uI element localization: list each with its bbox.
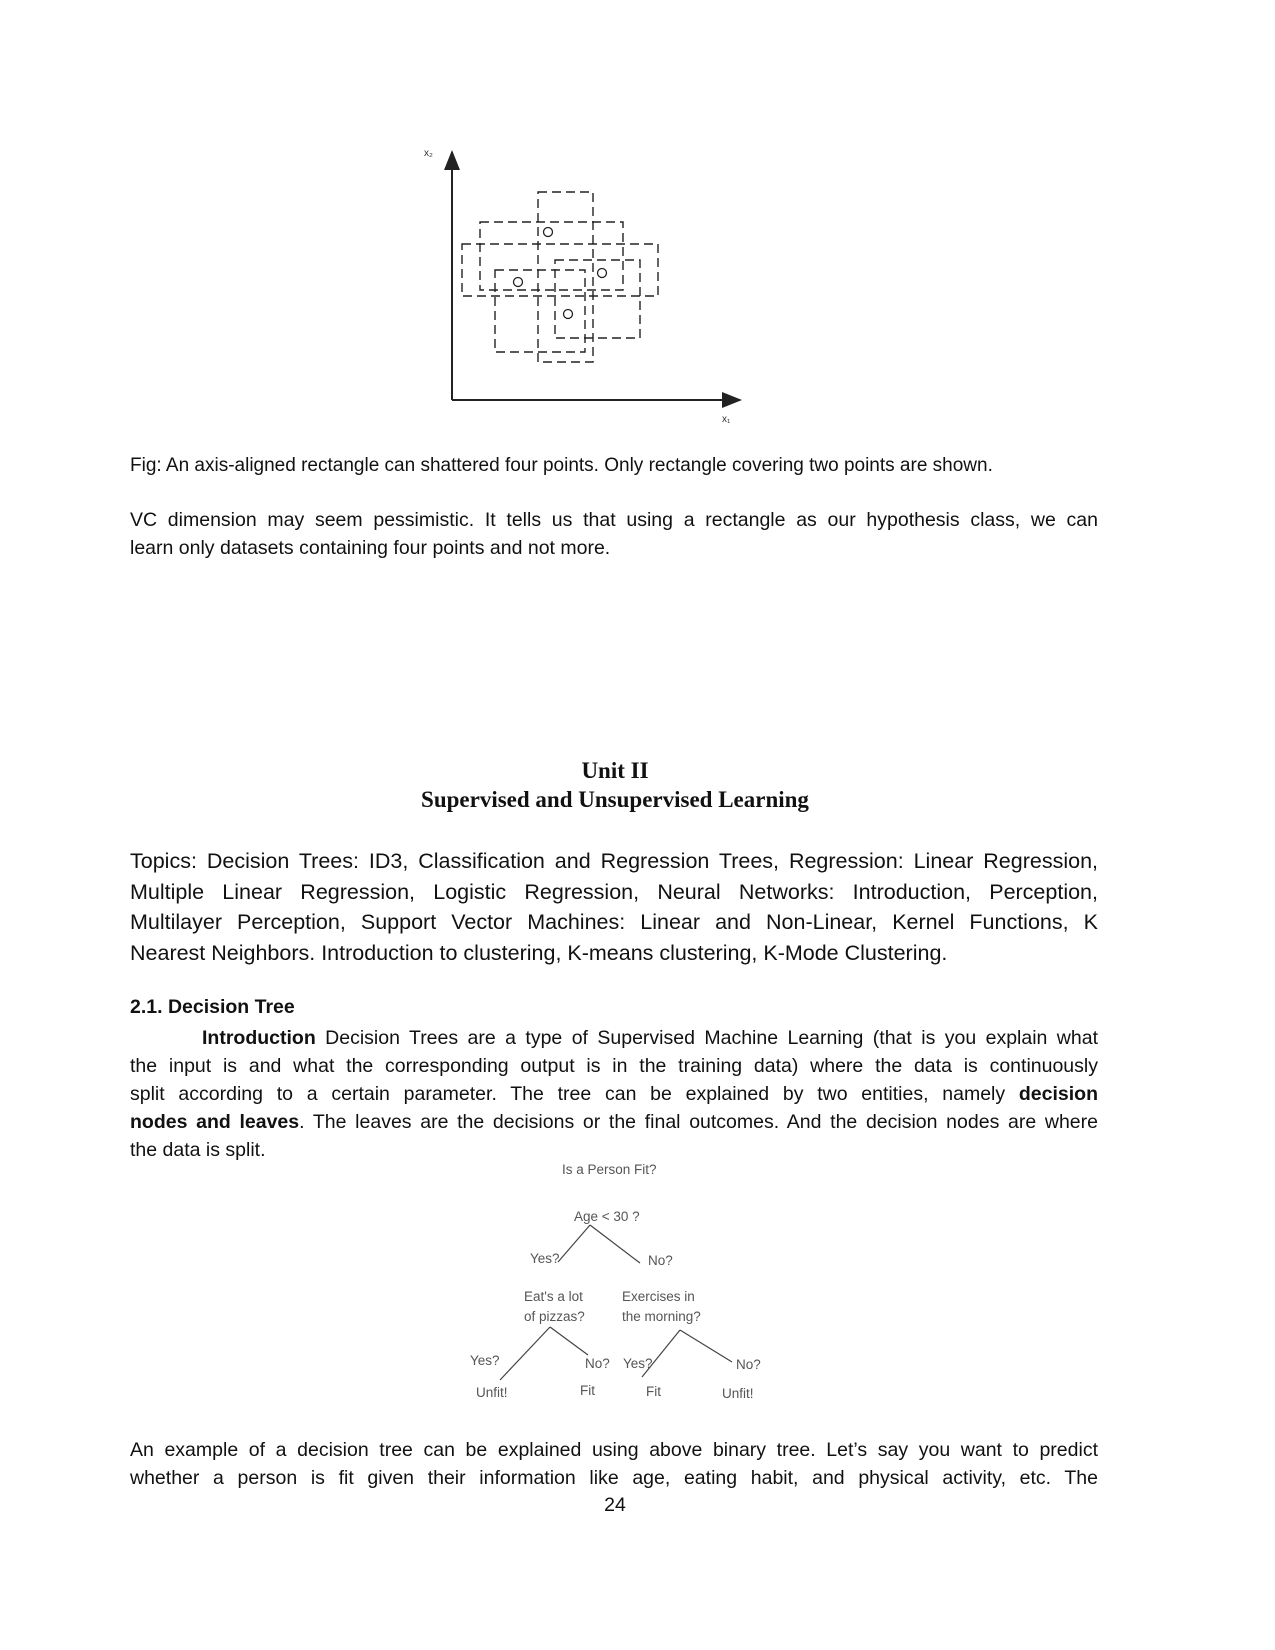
data-point [598, 269, 607, 278]
tree-left-node-1: Eat's a lot [524, 1289, 583, 1304]
intro-line-3-bold: decision [1018, 1083, 1098, 1105]
vc-line-1: VC dimension may seem pessimistic. It tells us that using a rectangle as our hypothesis class, we can [130, 509, 1098, 531]
intro-line-4-bold: nodes and leaves [130, 1111, 300, 1133]
data-point [514, 278, 523, 287]
example-line-2: whether a person is fit given their information like age, eating habit, and physical activity, etc. The [130, 1467, 1098, 1489]
topics-line-2: Multiple Linear Regression, Logistic Regression, Neural Networks: Introduction, Perception, [130, 879, 1098, 904]
example-paragraph [130, 1436, 1098, 1492]
topics-line-3: Multilayer Perception, Support Vector Machines: Linear and Non-Linear, Kernel Functions, K [130, 910, 1098, 934]
tree-edge [680, 1330, 732, 1362]
tree-root: Age < 30 ? [574, 1209, 640, 1224]
data-point [564, 310, 573, 319]
section-heading: 2.1. Decision Tree [130, 996, 295, 1018]
figure-caption: Fig: An axis-aligned rectangle can shattered four points. Only rectangle covering two points are shown. [130, 455, 993, 476]
intro-line-5: the data is split. [130, 1139, 266, 1161]
tree-left-node-2: of pizzas? [524, 1309, 585, 1324]
page-number: 24 [604, 1494, 626, 1516]
unit-subtitle: Supervised and Unsupervised Learning [421, 787, 809, 812]
tree-edge [642, 1330, 680, 1377]
intro-line-1 [130, 1024, 1098, 1052]
tree-root-no: No? [648, 1253, 673, 1268]
tree-edge [558, 1225, 590, 1262]
tree-leaf-3: Fit [646, 1384, 661, 1399]
tree-leaf-4: Unfit! [722, 1386, 754, 1401]
tree-edge [550, 1327, 588, 1355]
tree-root-yes: Yes? [530, 1251, 560, 1266]
intro-line-3-text: split according to a certain parameter. The tree can be explained by two entities, namely [130, 1083, 1019, 1105]
tree-right-yes: Yes? [623, 1356, 653, 1371]
intro-line-3 [130, 1080, 1098, 1108]
intro-line-4 [130, 1108, 1098, 1136]
tree-leaf-2: Fit [580, 1383, 595, 1398]
y-axis-label: x₂ [424, 148, 433, 159]
decision-tree-diagram [440, 1155, 800, 1415]
topics-line-4: Nearest Neighbors. Introduction to clustering, K-means clustering, K-Mode Clustering. [130, 940, 948, 965]
tree-leaf-1: Unfit! [476, 1385, 508, 1400]
example-line-1: An example of a decision tree can be explained using above binary tree. Let’s say you want to predict [130, 1439, 1098, 1461]
rectangles-figure [420, 140, 780, 440]
topics-paragraph [130, 846, 1098, 968]
vc-paragraph [130, 506, 1098, 562]
tree-right-node-1: Exercises in [622, 1289, 695, 1304]
tree-left-no: No? [585, 1356, 610, 1371]
decision-tree-intro [130, 1024, 1098, 1164]
data-point [544, 228, 553, 237]
tree-right-node-2: the morning? [622, 1309, 701, 1324]
intro-bold: Introduction [202, 1027, 316, 1049]
tree-left-yes: Yes? [470, 1353, 500, 1368]
tree-edge [500, 1327, 550, 1380]
intro-line-1-text: Decision Trees are a type of Supervised Machine Learning (that is you explain what [315, 1027, 1098, 1049]
x-axis-label: x₁ [722, 414, 731, 425]
vc-line-2: learn only datasets containing four points and not more. [130, 537, 611, 559]
rectangle-2 [480, 222, 623, 290]
intro-line-2: the input is and what the corresponding output is in the training data) where the data is continuously [130, 1055, 1098, 1077]
tree-edge [590, 1225, 640, 1263]
topics-line-1: Topics: Decision Trees: ID3, Classification and Regression Trees, Regression: Linear Regression, [130, 849, 1098, 873]
tree-right-no: No? [736, 1357, 761, 1372]
tree-title: Is a Person Fit? [562, 1162, 657, 1177]
unit-title: Unit II [581, 758, 649, 783]
intro-line-4-text: . The leaves are the decisions or the final outcomes. And the decision nodes are where [299, 1111, 1098, 1133]
